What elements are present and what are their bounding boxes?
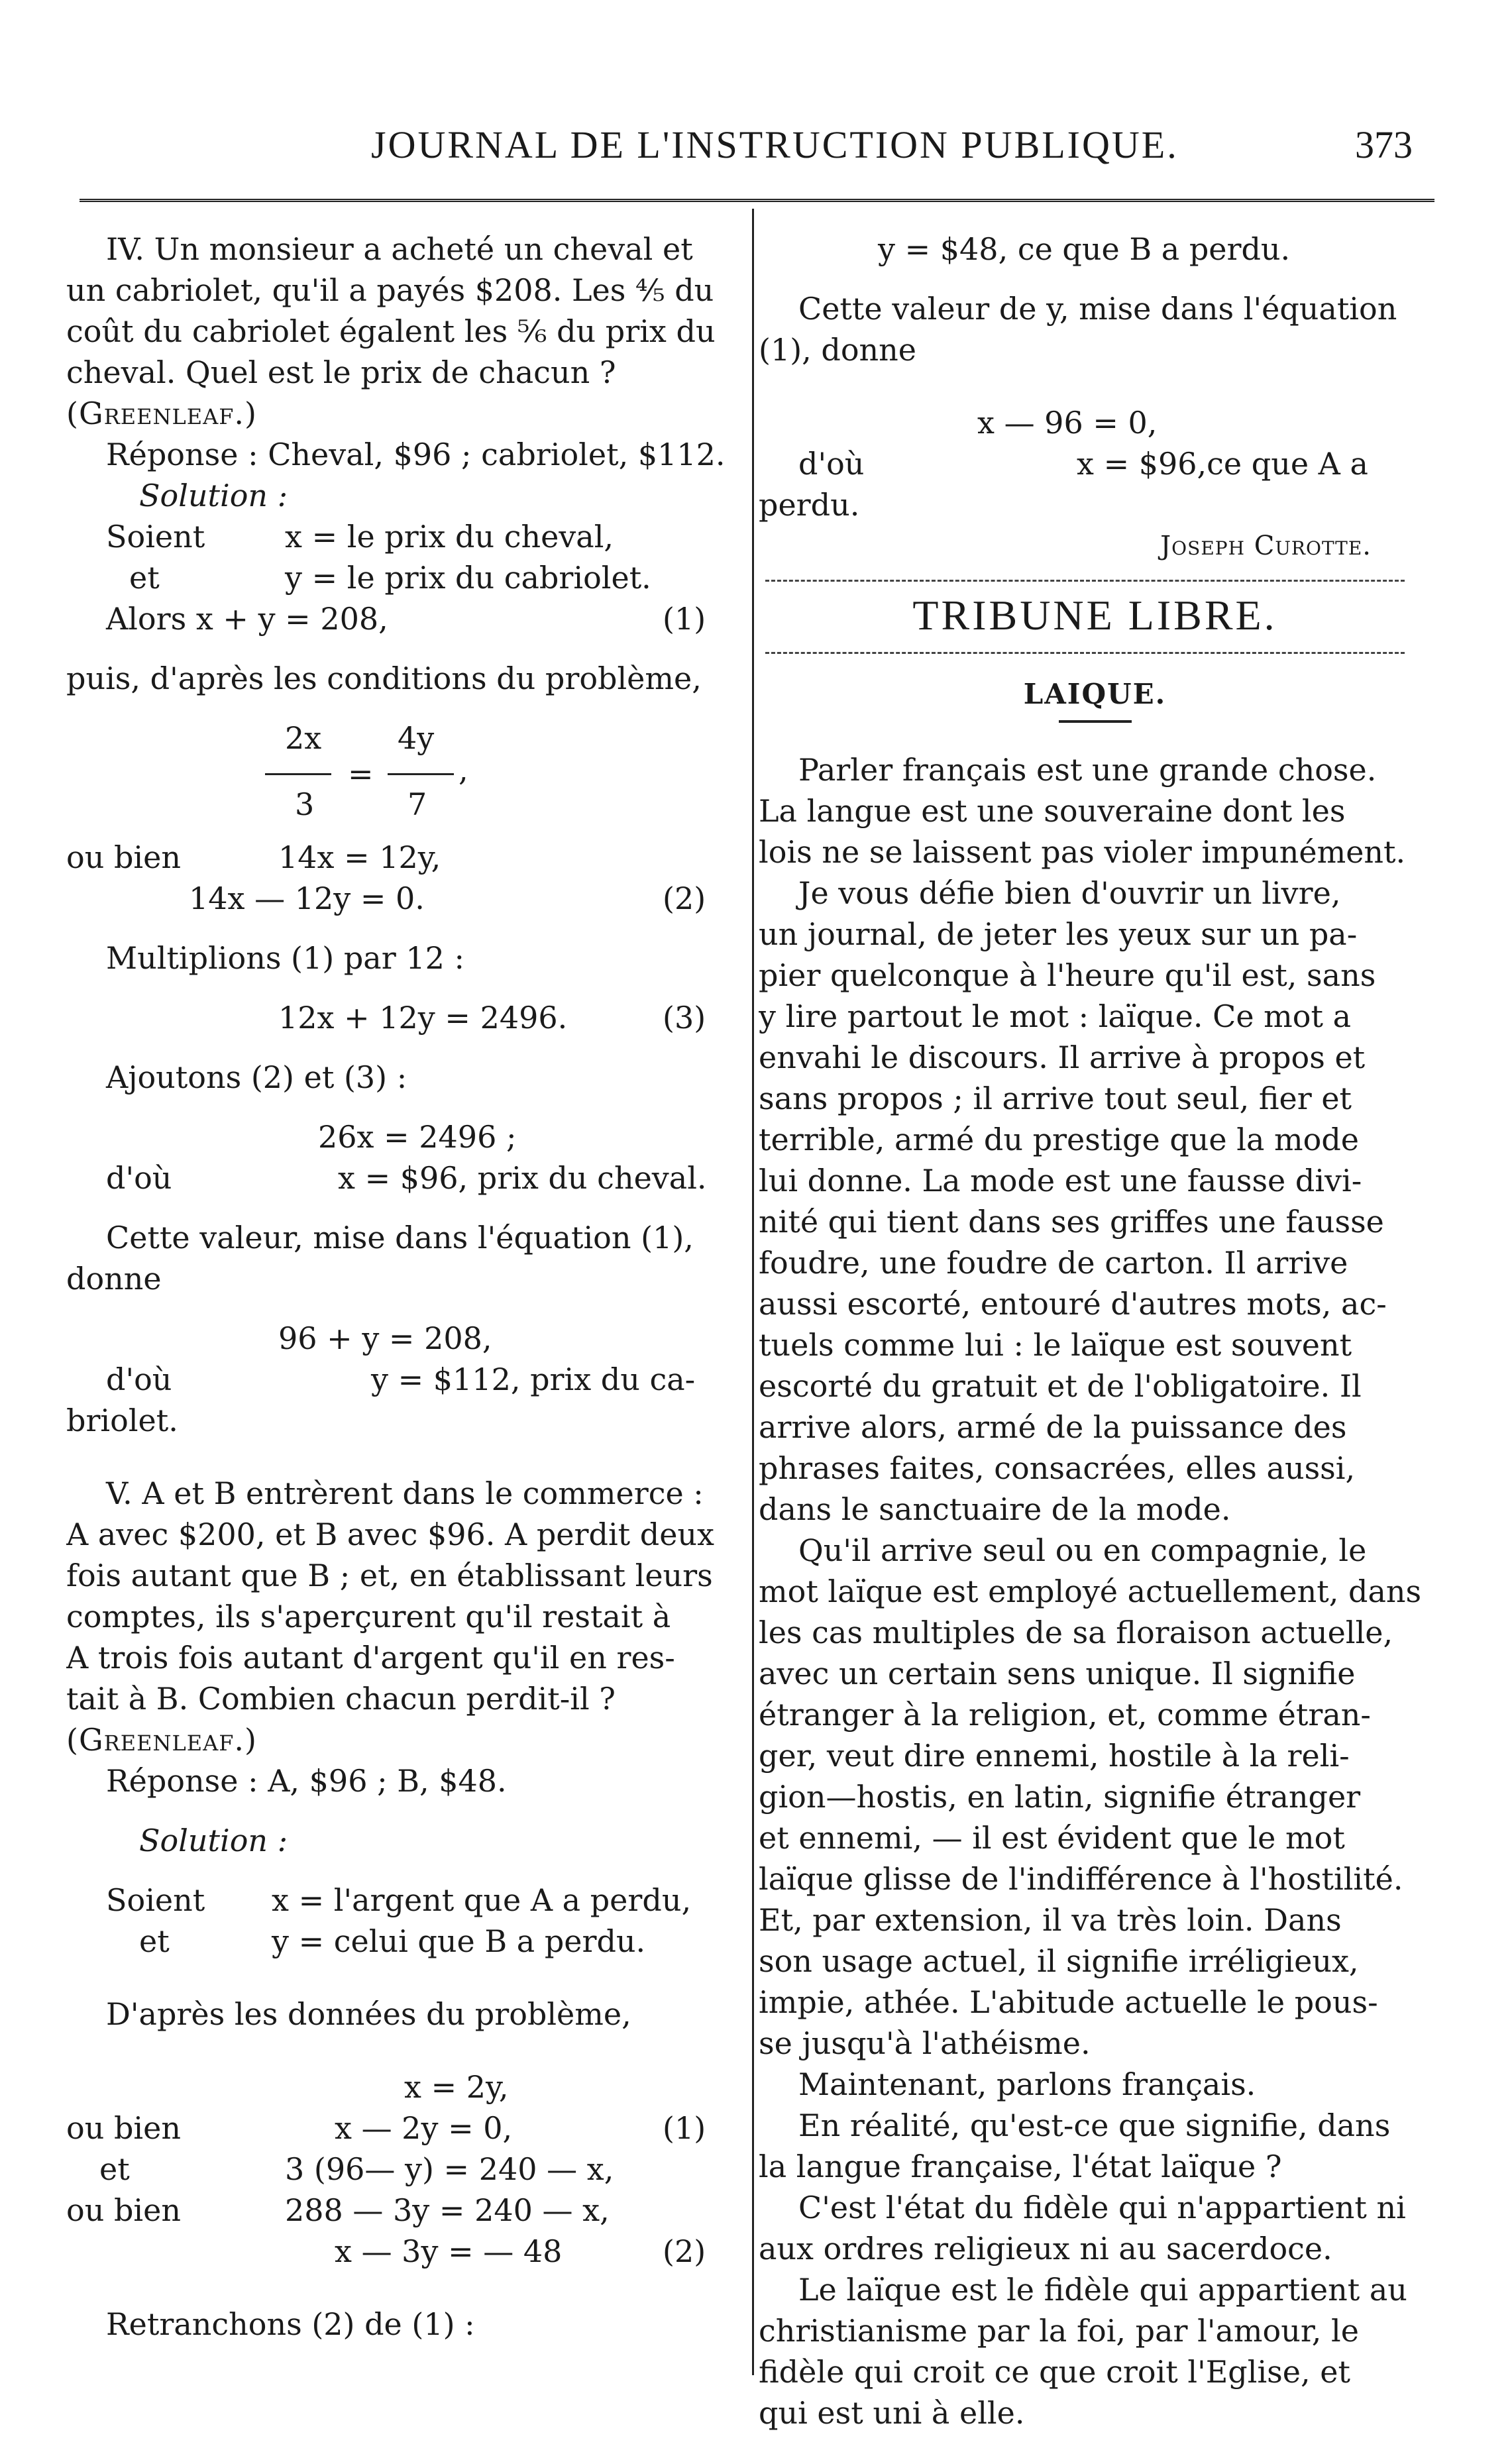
problem-4-line: un cabriolet, qu'il a payés $208. Les ⅘ du — [66, 272, 714, 308]
right-column — [759, 229, 1431, 2433]
problem-5-line: comptes, ils s'aperçurent qu'il restait à — [66, 1599, 671, 1634]
equation-body: x = $96, prix du cheval. — [338, 1160, 707, 1196]
problem-5-source: (Greenleaf.) — [66, 1722, 257, 1758]
equation-lead: Soient — [106, 519, 205, 555]
equation-number: (1) — [663, 2110, 706, 2146]
article-line: lois ne se laissent pas violer impunément. — [759, 834, 1406, 870]
article-line: qui est uni à elle. — [759, 2395, 1025, 2431]
article-line: laïque glisse de l'indifférence à l'hostilité. — [759, 1861, 1403, 1897]
spacer — [66, 1199, 739, 1217]
problem-5-line: V. A et B entrèrent dans le commerce : — [106, 1475, 704, 1511]
article-line: étranger à la religion, et, comme étran- — [759, 1697, 1371, 1733]
equation-line — [66, 878, 739, 919]
article-line: son usage actuel, il signifie irréligieux, — [759, 1943, 1359, 1979]
article-line: ger, veut dire ennemi, hostile à la reli- — [759, 1738, 1350, 1774]
problem-4-line: cheval. Quel est le prix de chacun ? — [66, 354, 616, 390]
problem-4-answer: Réponse : Cheval, $96 ; cabriolet, $112. — [106, 437, 726, 472]
article-line: arrive alors, armé de la puissance des — [759, 1409, 1347, 1445]
article-line: Parler français est une grande chose. — [798, 752, 1377, 788]
fraction-equation — [66, 718, 739, 837]
equation-number: (3) — [663, 1000, 706, 1036]
article-line: terrible, armé du prestige que la mode — [759, 1122, 1360, 1157]
equation-body: x — 2y = 0, — [335, 2110, 513, 2146]
article-line: gion—hostis, en latin, signifie étranger — [759, 1779, 1361, 1815]
article-line: impie, athée. L'abitude actuelle le pous- — [759, 1984, 1378, 2020]
article-line: avec un certain sens unique. Il signifie — [759, 1656, 1356, 1691]
equation-line — [66, 1157, 739, 1199]
problem-5-answer: Réponse : A, $96 ; B, $48. — [106, 1763, 507, 1799]
equation-line — [759, 443, 1431, 484]
spacer — [759, 370, 1431, 402]
article-line: dans le sanctuaire de la mode. — [759, 1491, 1231, 1527]
spacer — [66, 1038, 739, 1057]
equation-body: 288 — 3y = 240 — x, — [285, 2192, 610, 2228]
solution-label: Solution : — [139, 1823, 288, 1858]
equation-body: x = le prix du cheval, — [285, 519, 614, 555]
equation-body: x — 3y = — 48 — [335, 2233, 563, 2269]
equation-line — [66, 1318, 739, 1359]
section-heading: TRIBUNE LIBRE. — [912, 592, 1277, 639]
section-separator — [765, 580, 1405, 582]
text-line: donne — [66, 1261, 162, 1297]
equation-body: 12x + 12y = 2496. — [278, 1000, 568, 1036]
article-line: La langue est une souveraine dont les — [759, 793, 1346, 829]
header-rule — [80, 199, 1434, 202]
article-line: aussi escorté, entouré d'autres mots, ac- — [759, 1286, 1387, 1322]
article-line: lui donne. La mode est une fausse divi- — [759, 1163, 1362, 1199]
fraction-bar — [265, 773, 331, 775]
text-line: Multiplions (1) par 12 : — [106, 940, 464, 976]
article-line: En réalité, qu'est-ce que signifie, dans — [798, 2108, 1391, 2143]
text-line: Retranchons (2) de (1) : — [106, 2306, 475, 2342]
text-line: briolet. — [66, 1403, 178, 1438]
fraction-denominator: 7 — [407, 786, 427, 822]
spacer — [66, 979, 739, 997]
equation-body: 14x — 12y = 0. — [189, 881, 425, 916]
text-line: (1), donne — [759, 332, 917, 368]
equation-line — [66, 557, 739, 598]
spacer — [66, 1441, 739, 1473]
author-signature: Joseph Curotte. — [1160, 531, 1372, 561]
equation-body: x = $96,ce que A a — [1077, 446, 1368, 482]
equation-body: x = 2y, — [404, 2069, 509, 2105]
fraction-numerator: 4y — [398, 720, 435, 756]
equation-line — [66, 598, 739, 639]
text-line: D'après les données du problème, — [106, 1996, 631, 2032]
article-line: Je vous défie bien d'ouvrir un livre, — [798, 875, 1341, 911]
spacer — [66, 2035, 739, 2066]
text-line: Cette valeur de y, mise dans l'équation — [798, 291, 1397, 327]
text-line: Ajoutons (2) et (3) : — [106, 1059, 407, 1095]
equation-line — [66, 2149, 739, 2190]
equation-lead: d'où — [798, 446, 865, 482]
solution-label: Solution : — [139, 478, 288, 513]
article-line: christianisme par la foi, par l'amour, le — [759, 2313, 1359, 2349]
article-line: la langue française, l'état laïque ? — [759, 2149, 1282, 2184]
article-line: pier quelconque à l'heure qu'il est, sans — [759, 957, 1376, 993]
equation-lead: d'où — [106, 1362, 172, 1397]
fraction-numerator: 2x — [285, 720, 322, 756]
equation-line — [66, 2066, 739, 2108]
fraction-bar — [388, 773, 454, 775]
equation-number: (2) — [663, 881, 706, 916]
problem-4-source: (Greenleaf.) — [66, 396, 257, 431]
article-line: aux ordres religieux ni au sacerdoce. — [759, 2231, 1332, 2267]
article-line: les cas multiples de sa floraison actuelle, — [759, 1615, 1393, 1650]
equation-body: y = le prix du cabriolet. — [285, 560, 651, 596]
article-title: LAIQUE. — [1023, 678, 1167, 710]
fraction-denominator: 3 — [295, 786, 315, 822]
article-line: phrases faites, consacrées, elles aussi, — [759, 1450, 1356, 1486]
equation-line — [66, 1116, 739, 1157]
article-line: Et, par extension, il va très loin. Dans — [759, 1902, 1342, 1938]
spacer — [66, 1801, 739, 1820]
equation-line — [66, 1359, 739, 1400]
article-line: se jusqu'à l'athéisme. — [759, 2025, 1091, 2061]
equation-line — [66, 1880, 739, 1921]
spacer — [66, 1861, 739, 1880]
equation-line — [66, 837, 739, 878]
journal-title: JOURNAL DE L'INSTRUCTION PUBLIQUE. — [371, 123, 1179, 166]
equation-body: 26x = 2496 ; — [318, 1119, 517, 1155]
spacer — [66, 699, 739, 718]
article-line: nité qui tient dans ses griffes une fausse — [759, 1204, 1384, 1240]
equation-line — [66, 997, 739, 1038]
equation-body: y = $112, prix du ca- — [371, 1362, 696, 1397]
equation-line — [66, 1921, 739, 1962]
equation-line — [66, 2231, 739, 2272]
equation-lead: et — [99, 2151, 130, 2187]
article-line: C'est l'état du fidèle qui n'appartient ni — [798, 2190, 1406, 2225]
problem-5-line: A avec $200, et B avec $96. A perdit deux — [66, 1517, 714, 1552]
article-line: Maintenant, parlons français. — [798, 2066, 1256, 2102]
equation-lead: ou bien — [66, 839, 181, 875]
equation-line — [759, 229, 1431, 270]
problem-4-line: coût du cabriolet égalent les ⅚ du prix du — [66, 313, 716, 349]
spacer — [66, 1098, 739, 1116]
equation-body: 3 (96— y) = 240 — x, — [285, 2151, 614, 2187]
left-column — [66, 229, 739, 2345]
equation-line — [66, 2108, 739, 2149]
article-line: escorté du gratuit et de l'obligatoire. Il — [759, 1368, 1362, 1404]
fraction-comma: , — [459, 752, 468, 788]
equation-body: y = celui que B a perdu. — [272, 1923, 646, 1959]
equation-lead: ou bien — [66, 2110, 181, 2146]
equation-number: (2) — [663, 2233, 706, 2269]
spacer — [759, 270, 1431, 288]
article-line: Le laïque est le fidèle qui appartient au — [798, 2272, 1407, 2308]
equals-sign: = — [348, 756, 374, 792]
article-line: et ennemi, — il est évident que le mot — [759, 1820, 1345, 1856]
equation-line — [66, 2190, 739, 2231]
article-line: un journal, de jeter les yeux sur un pa- — [759, 916, 1358, 952]
problem-4-line: IV. Un monsieur a acheté un cheval et — [106, 231, 693, 267]
equation-lead: Soient — [106, 1882, 205, 1918]
title-underline — [1059, 720, 1132, 723]
equation-body: y = $48, ce que B a perdu. — [878, 231, 1291, 267]
equation-lead: d'où — [106, 1160, 172, 1196]
article-line: Qu'il arrive seul ou en compagnie, le — [798, 1532, 1367, 1568]
equation-body: 14x = 12y, — [278, 839, 441, 875]
article-line: mot laïque est employé actuellement, dans — [759, 1574, 1422, 1609]
spacer — [66, 639, 739, 658]
article-line: fidèle qui croit ce que croit l'Eglise, et — [759, 2354, 1350, 2390]
section-separator — [765, 652, 1405, 654]
page-number: 373 — [1355, 123, 1413, 166]
article-line: foudre, une foudre de carton. Il arrive — [759, 1245, 1348, 1281]
problem-5-line: fois autant que B ; et, en établissant leurs — [66, 1558, 713, 1593]
equation-body: x — 96 = 0, — [977, 405, 1158, 441]
equation-lead: ou bien — [66, 2192, 181, 2228]
spacer — [66, 1299, 739, 1318]
problem-5-line: tait à B. Combien chacun perdit-il ? — [66, 1681, 616, 1717]
text-line: puis, d'après les conditions du problème, — [66, 661, 702, 696]
equation-body: Alors x + y = 208, — [106, 601, 388, 637]
running-header — [0, 123, 1512, 182]
article-line: envahi le discours. Il arrive à propos et — [759, 1040, 1366, 1075]
problem-5-line: A trois fois autant d'argent qu'il en res- — [66, 1640, 675, 1676]
spacer — [66, 919, 739, 937]
equation-lead: et — [129, 560, 160, 596]
equation-body: 96 + y = 208, — [278, 1320, 492, 1356]
text-line: perdu. — [759, 487, 860, 523]
article-line: y lire partout le mot : laïque. Ce mot a — [759, 998, 1352, 1034]
equation-lead: et — [139, 1923, 170, 1959]
equation-line — [759, 402, 1431, 443]
article-line: tuels comme lui : le laïque est souvent — [759, 1327, 1352, 1363]
spacer — [66, 2272, 739, 2304]
text-line: Cette valeur, mise dans l'équation (1), — [106, 1220, 694, 1256]
spacer — [66, 1962, 739, 1994]
article-line: sans propos ; il arrive tout seul, fier et — [759, 1081, 1352, 1116]
equation-number: (1) — [663, 601, 706, 637]
equation-body: x = l'argent que A a perdu, — [272, 1882, 692, 1918]
equation-line — [66, 516, 739, 557]
column-divider — [752, 209, 754, 2375]
